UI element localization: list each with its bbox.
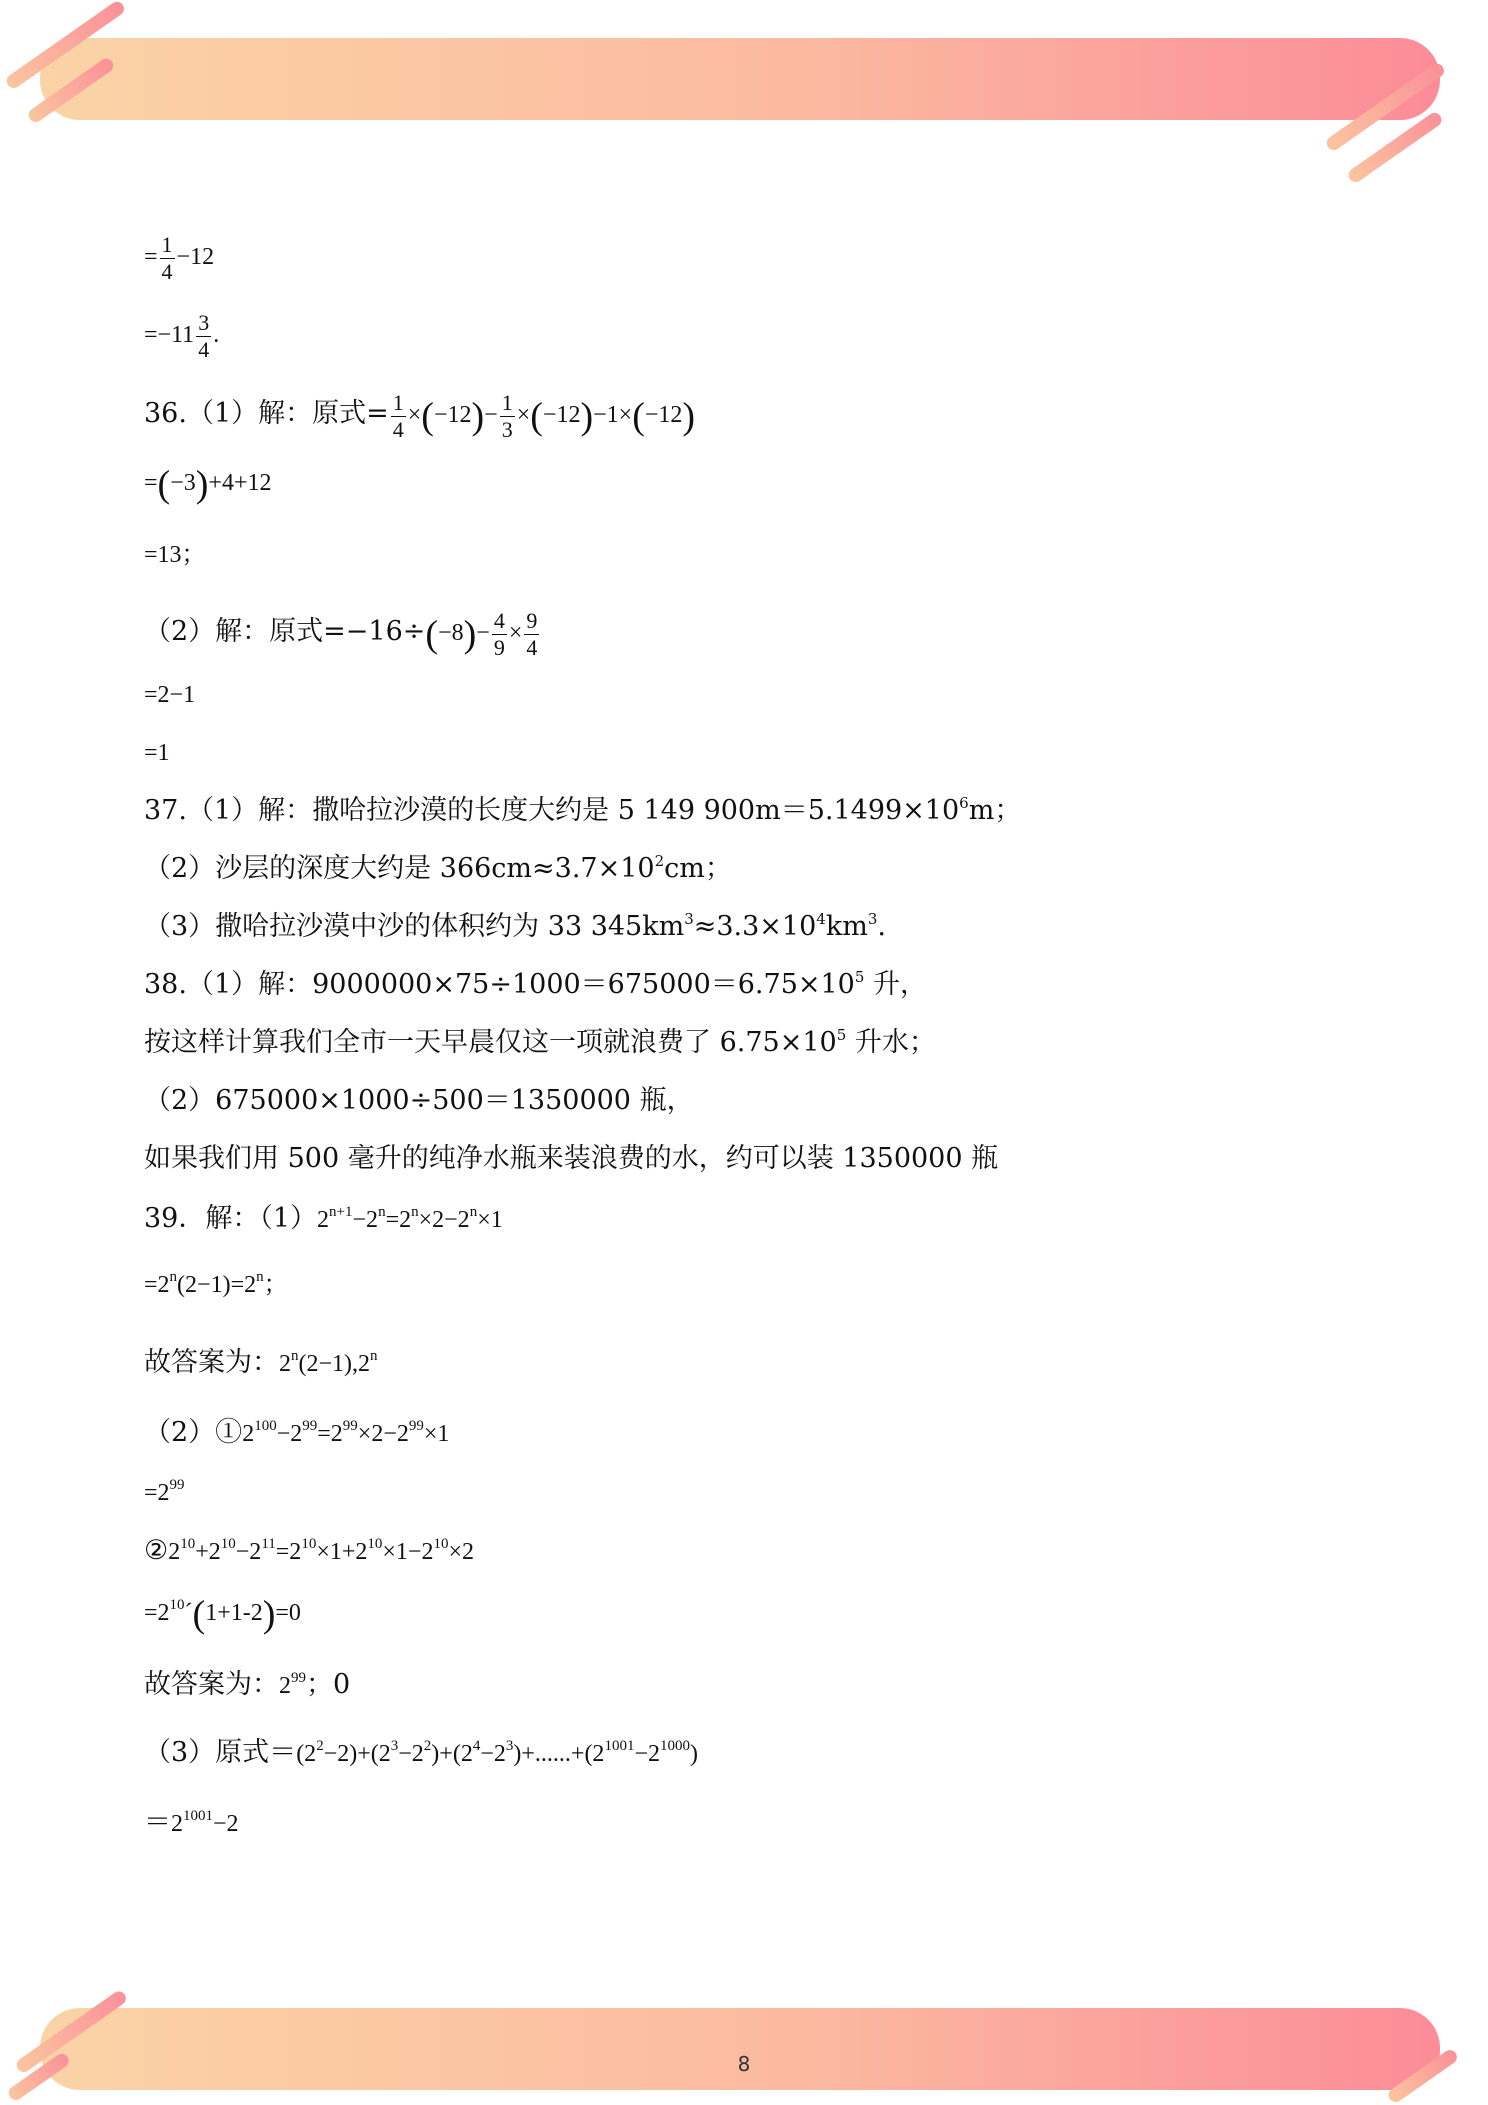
solution-line: =2−1 [144, 682, 196, 708]
problem-38-part1: 38.（1）解：$9000000\times 75\div 1000=675000=6.75\times 10^5$ 升， [144, 968, 927, 1000]
problem-37-part1: 37.（1）解：撒哈拉沙漠的长度大约是 5 149 $900m=5.1499\times 10^6m$； [144, 794, 1022, 826]
problem-38-conclusion: 如果我们用 500 毫升的纯净水瓶来装浪费的水，约可以装 1350000 瓶 [144, 1143, 999, 1174]
solution-line: $②2^{10}+2^{10}-2^{11}=2^{10}\times 1+2^{10}\times 1-2^{10}\times 2$ [144, 1535, 475, 1566]
problem-39-part3: （3）原式$=(2^2-2)+(2^3-2^2)+(2^4-2^3)+......+(2^{1001}-2^{1000})$ [144, 1737, 698, 1768]
problem-36-part2: （2）解：原式=−16÷(−8)− $\frac{4}{9}$ × $\frac{9}{4}$ [144, 608, 538, 660]
solution-line: $=2^{1001}-2$ [144, 1807, 239, 1838]
solution-line: =(−3)+4+12 [144, 463, 272, 506]
answer-line: 故答案为：$2^{99}$；0 [144, 1669, 351, 1700]
solution-line: $=2^{10}´(1+1-2)=0$ [144, 1593, 301, 1636]
problem-38-conclusion: 按这样计算我们全市一天早晨仅这一项就浪费了 $6.75\times 10^5$ 升水； [144, 1026, 936, 1058]
footer-banner [40, 2008, 1440, 2090]
solution-line: =1 [144, 740, 170, 766]
problem-38-part2: （2）675000×1000÷500＝1350000 瓶， [144, 1085, 694, 1116]
problem-36-part1: 36.（1）解：原式= $\frac{1}{4}$ ×(−12)− $\frac{1}{3}$ ×(−12)−1×(−12) [144, 390, 696, 442]
problem-37-part2: （2）沙层的深度大约是 $366cm\approx 3.7\times 10^2cm$； [144, 852, 732, 884]
solution-line: $=2^n(2-1)=2^n$； [144, 1269, 288, 1298]
answer-line: 故答案为：$2^n(2-1),2^n$ [144, 1347, 378, 1378]
header-banner [40, 38, 1440, 120]
solution-line: =−11 $\frac{3}{4}$ . [144, 310, 220, 362]
problem-39-part1: 39．解：$(1)2^{n+1}-2^n=2^n\times 2-2^n\times 1$ [144, 1203, 503, 1234]
solution-line: =13； [144, 542, 206, 568]
solution-line: = $\frac{1}{4}$ −12 [144, 232, 215, 284]
page-number: 8 [737, 2052, 751, 2076]
solution-line: $=2^{99}$ [144, 1477, 185, 1506]
problem-37-part3: （3）撒哈拉沙漠中沙的体积约为 33 $345km^3\approx 3.3\times 10^4km^3$. [144, 910, 886, 942]
problem-39-part2: $(2)①2^{100}-2^{99}=2^{99}\times 2-2^{99}\times 1$ [144, 1417, 450, 1448]
